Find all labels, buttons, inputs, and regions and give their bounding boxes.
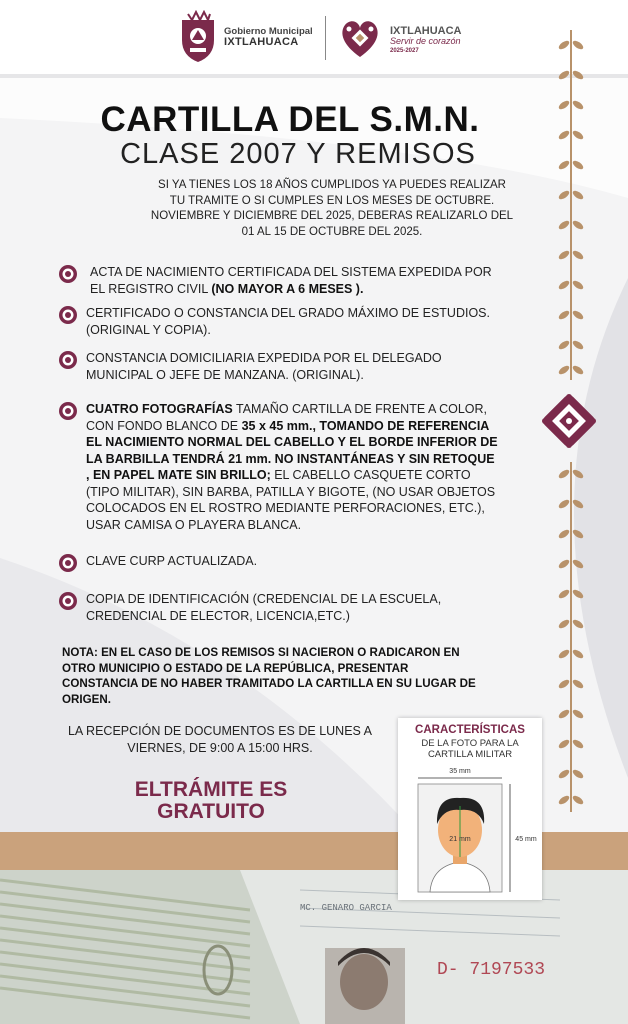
brand-name: IXTLAHUACA bbox=[390, 25, 462, 37]
municipal-line2: IXTLAHUACA bbox=[224, 36, 299, 48]
requirement-text: COPIA DE IDENTIFICACIÓN (CREDENCIAL DE LA ESCUELA, CREDENCIAL DE ELECTOR, LICENCIA,ETC.) bbox=[86, 592, 442, 623]
header-divider bbox=[325, 16, 326, 60]
requirement-text: CLAVE CURP ACTUALIZADA. bbox=[86, 554, 258, 568]
doc-name-fragment: MC. GENARO GARCIA bbox=[300, 903, 392, 913]
municipal-name bbox=[224, 26, 313, 48]
header bbox=[0, 0, 628, 78]
brand-slogan: Servir de corazón bbox=[390, 36, 461, 46]
card-subtitle-line1: DE LA FOTO PARA LA bbox=[421, 738, 519, 749]
free-procedure-banner bbox=[96, 779, 326, 823]
ornament-bullet-icon bbox=[58, 264, 78, 284]
card-title: CARACTERÍSTICAS bbox=[415, 724, 525, 736]
brand-period: 2025-2027 bbox=[390, 48, 419, 54]
ornament-bullet-icon bbox=[58, 591, 78, 611]
page-subtitle: CLASE 2007 Y REMISOS bbox=[120, 138, 476, 170]
photo-characteristics-card bbox=[398, 718, 542, 900]
doc-number: D- 7197533 bbox=[437, 960, 546, 980]
reception-hours: LA RECEPCIÓN DE DOCUMENTOS ES DE LUNES A VIERNES, DE 9:00 A 15:00 HRS. bbox=[67, 724, 372, 755]
card-subtitle bbox=[398, 738, 542, 760]
card-subtitle-line2: CARTILLA MILITAR bbox=[427, 749, 513, 760]
requirement-bold: (NO MAYOR A 6 MESES ). bbox=[211, 281, 364, 296]
vine-ornament-top bbox=[558, 30, 584, 380]
ornament-bullet-icon bbox=[58, 350, 78, 370]
face-label: 21 mm bbox=[449, 836, 471, 843]
ixtlahuaca-emblem-icon bbox=[540, 392, 598, 450]
width-label: 35 mm bbox=[449, 768, 471, 775]
requirement-text: TAMAÑO CARTILLA DE FRENTE A COLOR, CON FONDO BLANCO DE bbox=[86, 402, 487, 433]
ornament-bullet-icon bbox=[58, 553, 78, 573]
page-title: CARTILLA DEL S.M.N. bbox=[100, 100, 480, 139]
ornament-bullet-icon bbox=[58, 305, 78, 325]
requirement-text: CONSTANCIA DOMICILIARIA EXPEDIDA POR EL DELEGADO MUNICIPAL O JEFE DE MANZANA. (ORIGINAL). bbox=[86, 351, 442, 382]
ixtlahuaca-heart-logo bbox=[335, 13, 385, 63]
remisos-note: NOTA: EN EL CASO DE LOS REMISOS SI NACIERON O RADICARON EN OTRO MUNICIPIO O ESTADO DE LA REPÚBLICA, PRESENTAR CONSTANCIA DE NO HABER TRAMITADO LA CARTILLA EN SU LUGAR DE ORIGEN. bbox=[62, 646, 476, 706]
vine-ornament-bottom bbox=[558, 462, 584, 812]
requirement-text: ACTA DE NACIMIENTO CERTIFICADA DEL SISTEMA EXPEDIDA POR EL REGISTRO CIVIL bbox=[90, 265, 492, 296]
requirement-bold: 35 x 45 mm., TOMANDO DE REFERENCIA EL NACIMIENTO NORMAL DEL CABELLO Y EL BORDE INFERIOR DE LA BARBILLA TENDRÁ 21 mm. NO INSTANTÁNEAS Y SIN RETOQUE , EN PAPEL MATE SIN BRILLO; bbox=[86, 418, 498, 482]
free-line2: GRATUITO bbox=[157, 800, 265, 823]
free-line1: ELTRÁMITE ES bbox=[134, 778, 288, 801]
intro-text: SI YA TIENES LOS 18 AÑOS CUMPLIDOS YA PUEDES REALIZAR TU TRAMITE O SI CUMPLES EN LOS MESES DE OCTUBRE. NOVIEMBRE Y DICIEMBRE DEL 2025, DEBERAS REALIZARLO DEL 01 AL 15 DE OCTUBRE DEL 2025. bbox=[150, 179, 514, 238]
brand-block bbox=[390, 26, 462, 56]
photo-diagram bbox=[398, 762, 542, 898]
height-label: 45 mm bbox=[515, 836, 537, 843]
municipal-shield-logo bbox=[176, 10, 220, 64]
municipal-line1: Gobierno Municipal bbox=[224, 26, 313, 37]
requirement-bold: CUATRO FOTOGRAFÍAS bbox=[86, 402, 233, 416]
ornament-bullet-icon bbox=[58, 401, 78, 421]
requirement-text: EL CABELLO CASQUETE CORTO (TIPO MILITAR), SIN BARBA, PATILLA Y BIGOTE, (NO USAR OBJETOS COLOCADOS EN EL ROSTRO MEDIANTE PERFORACIONES, ETC.), USAR CAMISA O PLAYERA BLANCA. bbox=[86, 468, 496, 532]
requirement-text: CERTIFICADO O CONSTANCIA DEL GRADO MÁXIMO DE ESTUDIOS. (ORIGINAL Y COPIA). bbox=[86, 306, 490, 337]
